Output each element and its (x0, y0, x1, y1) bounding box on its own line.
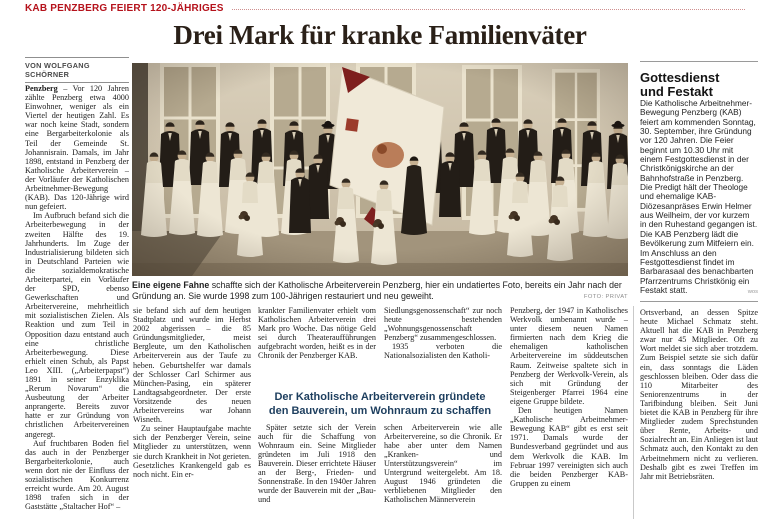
subheadline-line1: Der Katholische Arbeiterverein gründete (274, 391, 486, 403)
paragraph (25, 84, 129, 211)
kicker-dotted-rule (232, 9, 745, 10)
kicker-row (25, 3, 745, 14)
infobox-title-line2: und Festakt (640, 84, 713, 99)
paragraph-text: – Vor 120 Jahren zählte Penzberg etwa 4000 Einwohner, weniger als ein Viertel der heutigen Zahl. Es war noch keine Stadt, sondern eine Bergarbeiterkolonie als Teil der Gemeinde St. Johannisrain. Damals, im Jahr 1898, entstand in Penzberg der Katholische Arbeiterverein – der Vorläufer der Katholischen Arbeitnehmer-Bewegung (KAB). Das 120-Jährige wird nun gefeiert. (25, 84, 129, 212)
paragraph: sie befand sich auf dem heutigen Stadtplatz und wurde im Herbst 2002 abgerissen – die 85 Gründungsmitglieder, meist Bergleute, um den Katholischen Arbeiterverein aus der Taufe zu heben. Geburtshelfer war damals der Schlosser Carl Schirmer aus München-Pasing, ein späterer Landtagsabgeordneter. Der erste Vorsitzende des neuen Arbeitervereins war Johann Wisneth. (133, 306, 251, 425)
infobox-text (640, 99, 758, 295)
column-divider (633, 306, 634, 519)
article-column-2 (133, 306, 251, 521)
paragraph: Siedlungsgenossenschaft“ zur noch heute bestehenden „Wohnungsgenossenschaft Penzberg“ zusammengeschlossen. (384, 306, 502, 343)
paragraph: Im Aufbruch befand sich die Arbeiterbewegung in der zweiten Hälfte des 19. Jahrhunderts. Im Zuge der Industrialisierung bildeten sich in Deutschland Parteien wie die sozialdemokratische Arbeiterpartei, ein Vorläufer der SPD, ebenso Gewerkschaften und Arbeitervereine, mehrheitlich mit sozialistischen Zielen. Als Reaktion und zum Teil in Opposition dazu entstand auch eine christliche Arbeiterbewegung. Diese erhielt einen Schub, als Papst Leo XIII. („Arbeiterpapst“) 1891 in seiner Enzyklika „Rerum Novarum“ die Ausbeutung der Arbeiter anprangerte. Bereits zuvor hatte er zur Gründung von christlichen Arbeitervereinen angeregt. (25, 211, 129, 439)
paragraph: Zu seiner Hauptaufgabe machte sich der Penzberger Verein, seine Mitglieder zu unterstützen, wenn sie durch Krankheit in Not gerieten. Gesetzliches Krankengeld gab es noch nicht. Ein er- (133, 424, 251, 479)
subheadline (256, 390, 504, 418)
photo-credit: FOTO: PRIVAT (583, 294, 628, 301)
article-column-6 (640, 308, 758, 521)
paragraph: Auf fruchtbaren Boden fiel das auch in der Penzberger Bergarbeiterkolonie, auch wenn dort nie der Einfluss der sozialistischen Konkurrenz erreicht wurde. Am 20. August 1898 trafen sich in der Gaststätte „Staltacher Hof“ – (25, 438, 129, 512)
infobox-body: Die Katholische Arbeitnehmer-Bewegung Penzberg (KAB) feiert am kommenden Sonntag, 30. September, ihre Gründung vor 120 Jahren. Die Feier beginnt um 10.30 Uhr mit einem Festgottesdienst in der Christkönigskirche an der Bahnhofstraße in Penzberg. Die Predigt hält der Theologe und ehemalige KAB-Diözesanpräses Erwin Helmer aus Weilheim, der vor kurzem in den Ruhestand gegangen ist. Die KAB Penzberg lädt die Bevölkerung zum Mitfeiern ein. Im Anschluss an den Festgottesdienst findet im Barbarasaal des benachbarten Pfarrzentrums Christkönig ein Festakt statt. (640, 98, 758, 295)
headline: Drei Mark für kranke Familienväter (173, 20, 587, 50)
section-divider (640, 301, 758, 302)
caption-lead: Eine eigene Fahne (132, 280, 210, 290)
paragraph: krankter Familienvater erhielt vom Katholischen Arbeiterverein drei Mark pro Woche. Das nötige Geld sei durch Theateraufführungen aufgebracht worden, heißt es in der Chronik der Penzberger KAB. (258, 306, 376, 361)
paragraph: Den heutigen Namen „Katholische Arbeitnehmer-Bewegung KAB“ gibt es erst seit 1971. Damals wurde der Bundesverband gegründet und aus dem Werkvolk die KAB. Im Februar 1997 vereinigten sich auch die beiden Penzberger KAB-Gruppen zu einem (510, 406, 628, 488)
article-column-5 (510, 306, 628, 521)
author-shorthand: wos (747, 289, 758, 296)
byline: VON WOLFGANG SCHÖRNER (25, 57, 129, 83)
article-column-1 (25, 84, 129, 521)
subheadline-line2: den Bauverein, um Wohnraum zu schaffen (268, 405, 492, 417)
photo-caption (132, 280, 628, 301)
historical-group-photo (132, 63, 628, 276)
caption-text: schaffte sich der Katholische Arbeiterverein Penzberg, hier ein undatiertes Foto, bereits ein Jahr nach der Gründung an. Sie wurde 1998 zum 100-Jährigen restauriert und neu geweiht. (132, 280, 622, 301)
infobox-title-line1: Gottesdienst (640, 70, 720, 85)
paragraph: Penzberg, der 1947 in Katholisches Werkvolk umbenannt wurde – unter diesem neuen Namen firmierten nach dem Krieg die ehemaligen katholischen Arbeitervereine im süddeutschen Raum. Zeitweise spaltete sich in Penzberg der Werkvolk-Verein, als sich mit Gründung der Steigenberger Pfarrei 1964 eine eigene Gruppe bildete. (510, 306, 628, 406)
photo-illustration (132, 63, 628, 276)
infobox-title (640, 71, 758, 99)
dateline: Penzberg (25, 84, 58, 93)
paragraph: Ortsverband, an dessen Spitze heute Michael Schmatz steht. Aktuell hat die KAB in Penzberg zwar nur 45 Mitglieder. Oft zu Wort meldet sie sich aber trotzdem. Zum Beispiel setzte sie sich dafür ein, dass sonntags die Läden geschlossen bleiben. Oder dass die 110 Mitarbeiter des Seniorenzentrums in der Tarifbindung bleiben. Seit Juni bietet die KAB in Penzberg für ihre Mitglieder zudem Sprechstunden über Rente, Arbeits- und Sozialrecht an. Ein Anliegen ist laut Schmatz auch, den Kontakt zu den Arbeitnehmern nicht zu verlieren. Deshalb gibt es zwei Treffen im Jahr mit Betriebsräten. (640, 308, 758, 481)
paragraph: schen Arbeiterverein wie alle Arbeitervereine, so die Chronik. Er habe aber unter dem Namen „Kranken- und Unterstützungsverein“ im Untergrund weitergelebt. Am 18. August 1946 gründeten die verbliebenen Mitglieder den Katholischen Männerverein (384, 422, 502, 505)
kicker: KAB PENZBERG FEIERT 120-JÄHRIGES (25, 3, 224, 14)
paragraph: Später setzte sich der Verein auch für die Schaffung von Wohnraum ein. Seine Mitglieder gründeten im Juli 1918 den Bauverein. Dieser errichtete Häuser an der Berg-, Frieden- und Sonnenstraße. In den 1940er Jahren wurde der Bauverein mit der „Bau- und (258, 422, 376, 505)
paragraph: 1935 verboten die Nationalsozialisten den Katholi- (384, 342, 502, 361)
infobox (640, 61, 758, 295)
